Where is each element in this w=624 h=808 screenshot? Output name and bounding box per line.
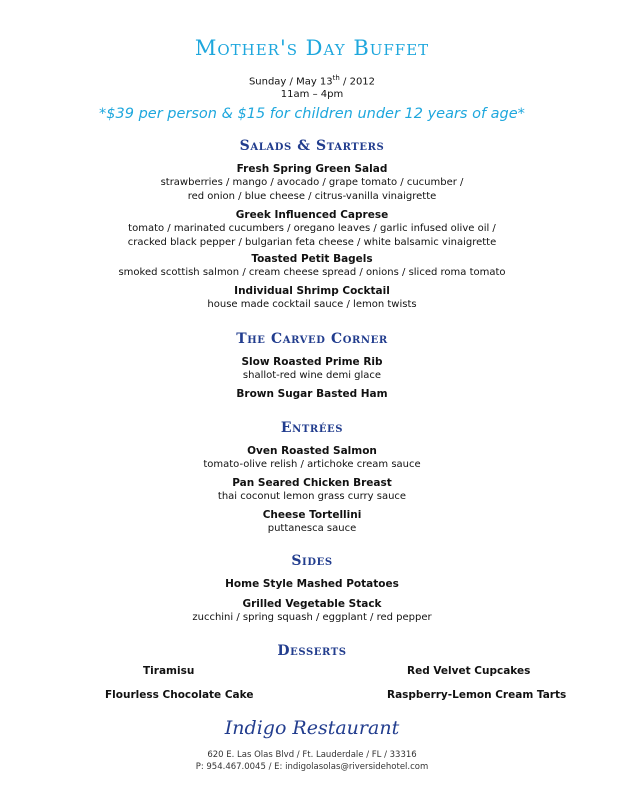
section-title-salads: Salads & Starters [239,138,385,154]
date-year: / 2012 [339,76,376,88]
restaurant-contact: P: 954.467.0045 / E: indigolasolas@riversidehotel.com [195,762,429,772]
price-note: *$39 per person & $15 for children under 12 years of age* [99,106,525,122]
item-desc: tomato / marinated cucumbers / oregano leaves / garlic infused olive oil / [128,223,496,234]
item-desc: strawberries / mango / avocado / grape tomato / cucumber / [160,177,464,188]
item-name: Slow Roasted Prime Rib [241,356,383,368]
event-hours: 11am – 4pm [280,89,344,101]
item-desc: tomato-olive relish / artichoke cream sauce [203,459,421,470]
dessert-item: Tiramisu [143,665,195,677]
menu-item [0,284,624,312]
section-title-desserts: Desserts [277,643,347,659]
item-name: Oven Roasted Salmon [247,445,377,457]
menu-item [0,476,624,504]
item-desc: puttanesca sauce [267,523,357,534]
item-desc: smoked scottish salmon / cream cheese spread / onions / sliced roma tomato [118,267,506,278]
menu-item [0,252,624,280]
restaurant-logo: Indigo Restaurant [224,717,400,739]
event-date [0,72,624,101]
dessert-item: Flourless Chocolate Cake [105,689,254,701]
item-name: Individual Shrimp Cocktail [234,285,390,297]
restaurant-address: 620 E. Las Olas Blvd / Ft. Lauderdale / FL / 33316 [207,750,417,760]
item-name: Brown Sugar Basted Ham [236,388,388,400]
section-title-carved: The Carved Corner [236,331,388,347]
date-ordinal: th [332,74,340,82]
item-desc: thai coconut lemon grass curry sauce [217,491,407,502]
page-title: Mother's Day Buffet [194,36,430,60]
item-name: Grilled Vegetable Stack [242,598,382,610]
menu-item [0,387,624,401]
menu-item [0,577,624,591]
date-text: Sunday / May 13 [248,76,333,88]
menu-item [0,208,624,250]
item-desc: zucchini / spring squash / eggplant / red pepper [192,612,432,623]
menu-item [0,597,624,625]
section-title-entrees: Entrées [280,420,344,436]
item-name: Greek Influenced Caprese [235,209,389,221]
dessert-item: Raspberry-Lemon Cream Tarts [387,689,567,701]
menu-item [0,444,624,472]
menu-item [0,162,624,204]
item-name: Fresh Spring Green Salad [236,163,388,175]
section-title-sides: Sides [291,553,333,569]
menu-item [0,355,624,383]
item-name: Toasted Petit Bagels [251,253,373,265]
item-desc: red onion / blue cheese / citrus-vanilla vinaigrette [187,191,437,202]
dessert-item: Red Velvet Cupcakes [407,665,531,677]
item-desc: shallot-red wine demi glace [242,370,382,381]
item-name: Cheese Tortellini [262,509,362,521]
item-desc: cracked black pepper / bulgarian feta cheese / white balsamic vinaigrette [127,237,497,248]
item-name: Home Style Mashed Potatoes [225,578,399,590]
menu-item [0,508,624,536]
item-desc: house made cocktail sauce / lemon twists [207,299,417,310]
restaurant-footer [0,749,624,773]
item-name: Pan Seared Chicken Breast [232,477,392,489]
